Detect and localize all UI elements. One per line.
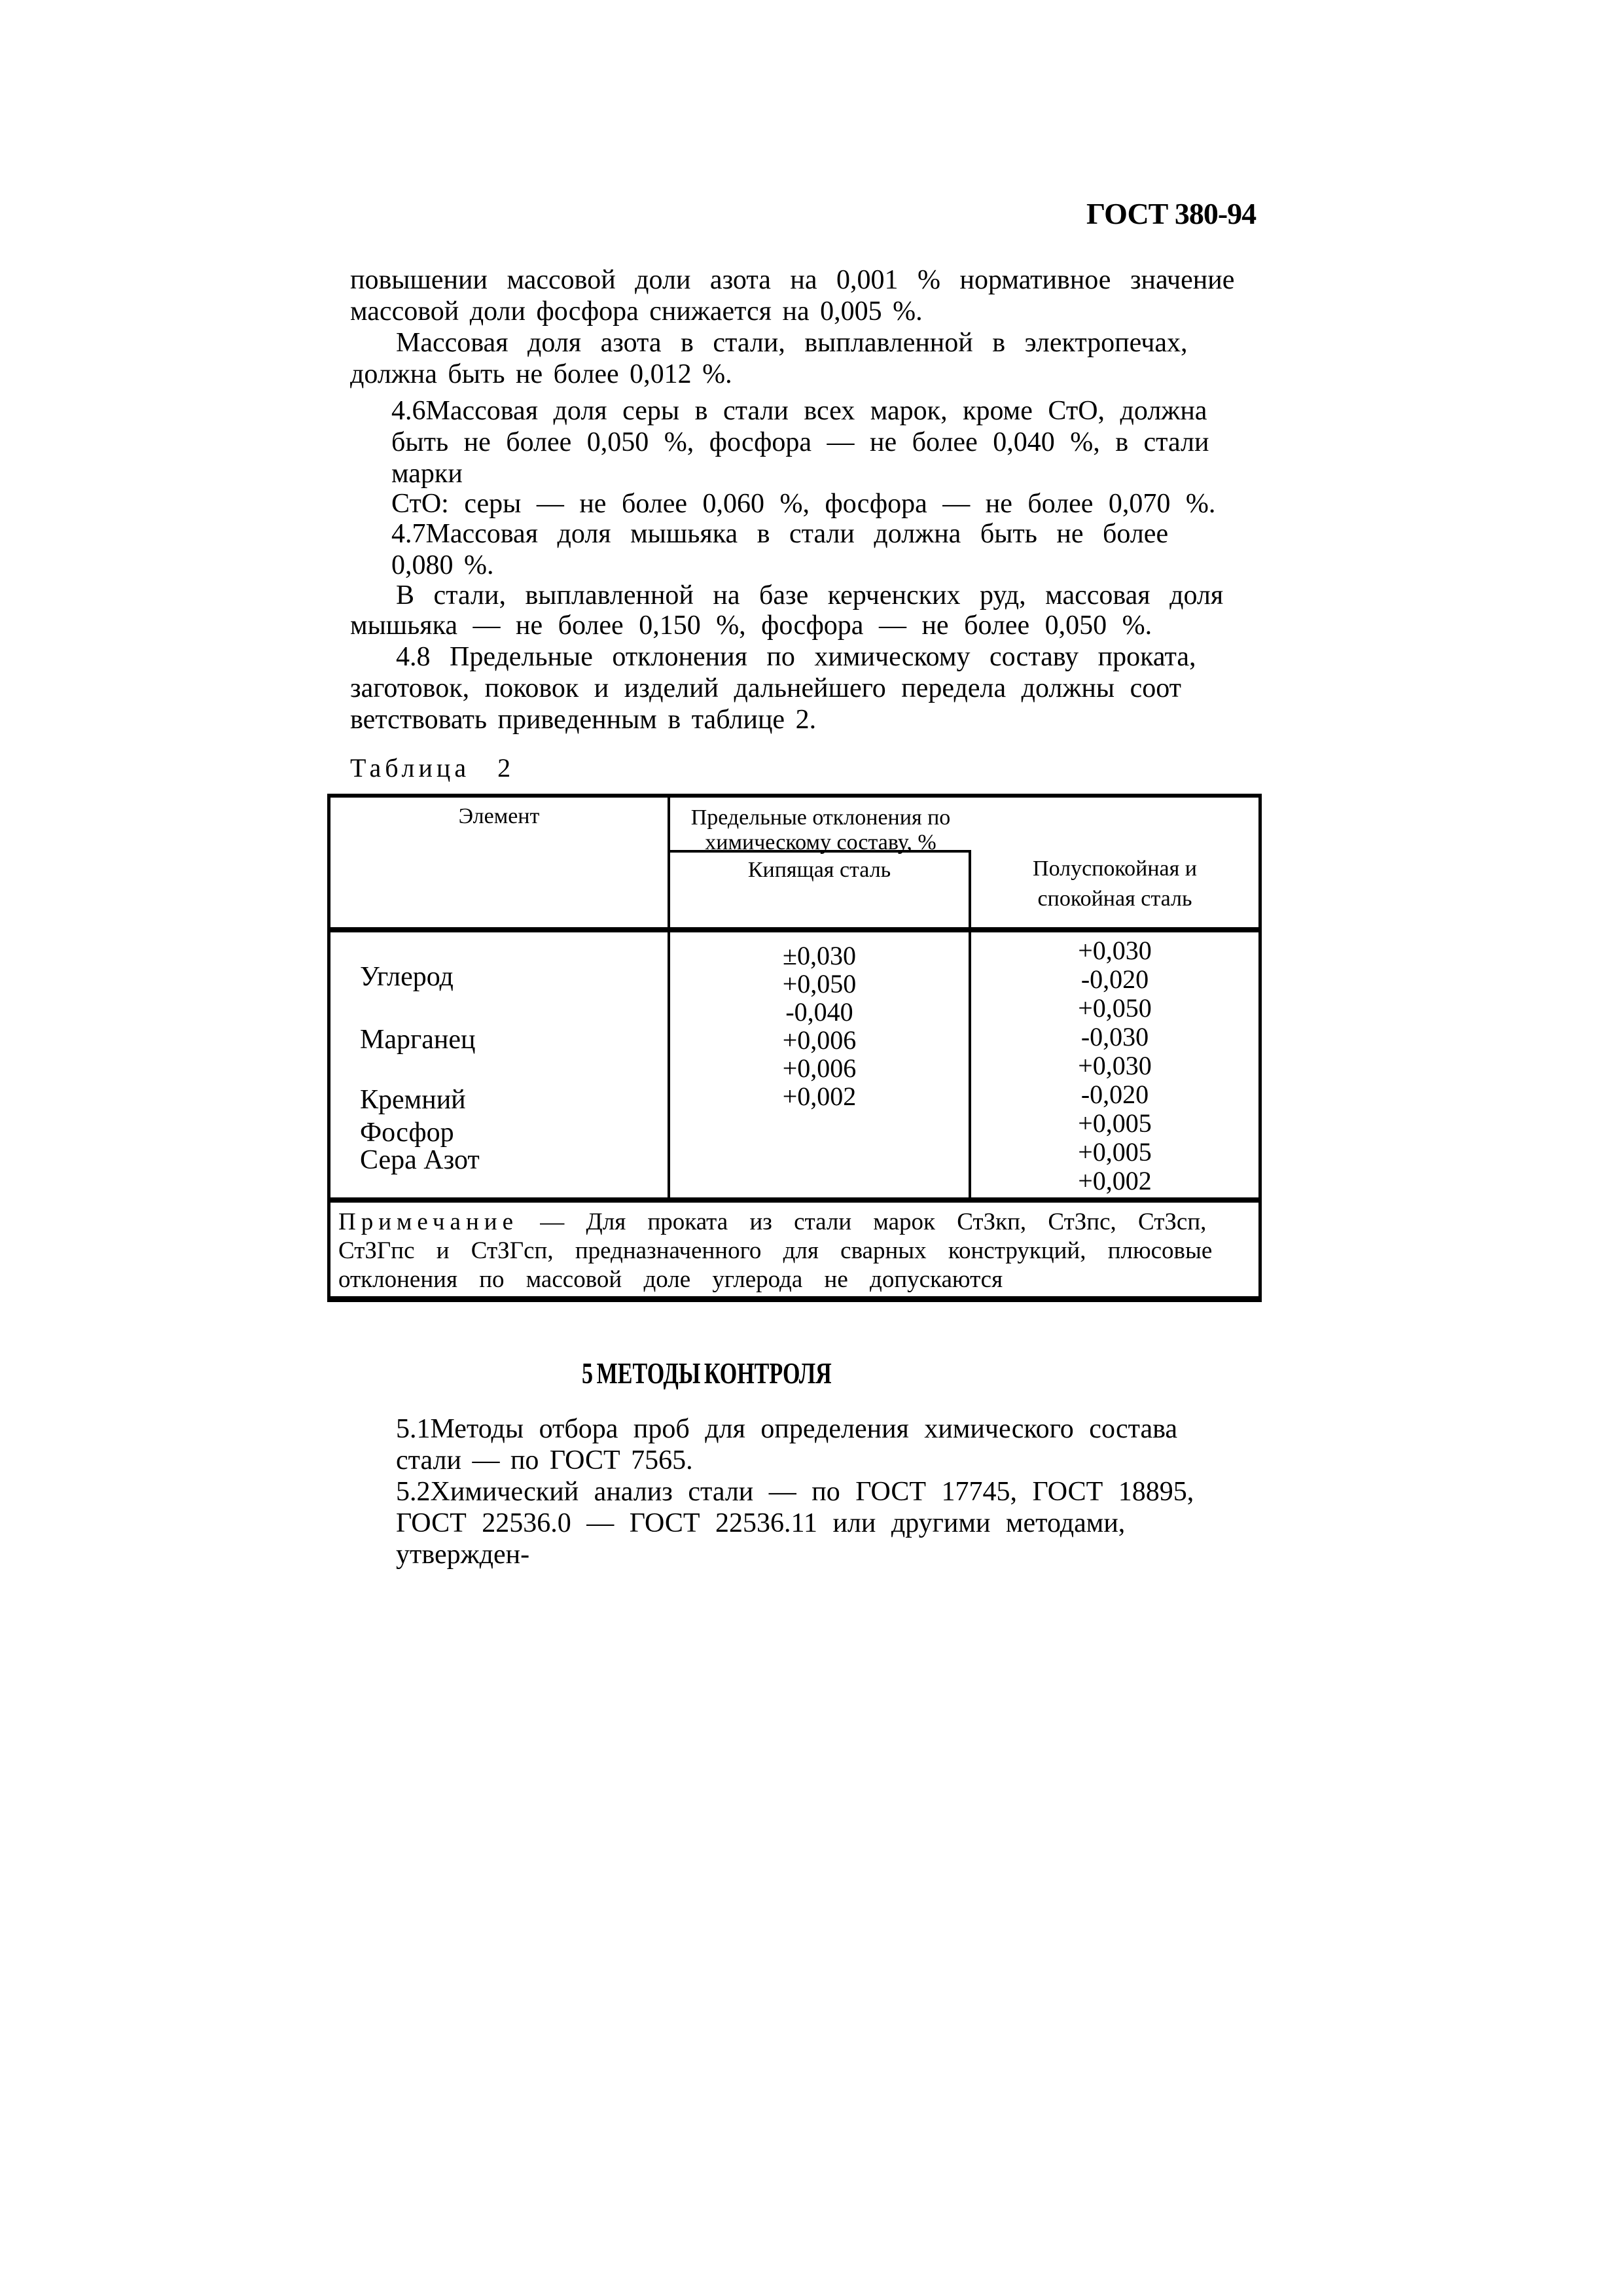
table-semicalm-values-cell (971, 927, 1258, 1197)
table-header-semicalm-steel: Полуспокойная и спокойная сталь (1033, 857, 1197, 911)
body-line-clause-4-6: 4.6Массовая доля серы в стали всех марок, кроме СтО, должна (391, 396, 1207, 426)
body-line: заготовок, поковок и изделий дальнейшего передела должны соот (350, 673, 1182, 703)
table-note-line: СтЗГпс и СтЗГсп, предназначенного для сварных конструкций, плюсовые (338, 1237, 1213, 1264)
table-header-element: Элемент (330, 798, 670, 927)
table-value: +0,002 (1078, 1166, 1152, 1195)
table-value: ±0,030 (783, 941, 856, 970)
table-element-name: Кремний (360, 1085, 466, 1115)
table-value: +0,002 (782, 1082, 857, 1111)
standard-number-header: ГОСТ 380-94 (1086, 197, 1257, 230)
table-header-deviations: Предельные отклонения по химическому составу, % (670, 798, 971, 853)
body-line: должна быть не более 0,012 %. (350, 359, 732, 389)
table-value: +0,050 (1078, 993, 1152, 1023)
body-line-clause-4-7: 4.7Массовая доля мышьяка в стали должна быть не более (391, 519, 1169, 549)
table-value: +0,005 (1078, 1108, 1152, 1138)
table-element-name: Углерод (360, 962, 454, 992)
body-line: стали — по ГОСТ 7565. (396, 1445, 693, 1475)
table-boiling-values-cell (670, 927, 971, 1197)
table-element-name: Сера Азот (360, 1145, 480, 1175)
table-element-name: Марганец (360, 1025, 476, 1055)
table-value: -0,020 (1080, 1080, 1149, 1109)
table-value: -0,040 (785, 997, 853, 1027)
table-value: +0,005 (1078, 1137, 1152, 1167)
body-line: марки (391, 459, 463, 489)
table-header-boiling-steel: Кипящая сталь (670, 853, 971, 927)
body-line: массовой доли фосфора снижается на 0,005 %. (350, 296, 923, 327)
table-value: -0,030 (1080, 1022, 1149, 1051)
table-note-text: — Для проката из стали марок СтЗкп, СтЗпс, СтЗсп, (540, 1209, 1207, 1235)
body-line: ГОСТ 22536.0 — ГОСТ 22536.11 или другими методами, (396, 1508, 1126, 1538)
body-line: ветствовать приведенным в таблице 2. (350, 705, 817, 735)
body-line: 0,080 %. (391, 550, 494, 580)
section-5-heading-wrap (445, 1356, 969, 1390)
table-note-line: отклонения по массовой доле углерода не допускаются (338, 1266, 1003, 1293)
table-value: +0,006 (782, 1025, 857, 1055)
body-line: утвержден- (396, 1540, 530, 1570)
table-value: +0,050 (782, 969, 857, 998)
table-note (330, 1197, 1258, 1296)
table-label: Таблица 2 (350, 753, 515, 783)
body-line: Массовая доля азота в стали, выплавленной в электропечах, (396, 328, 1188, 358)
table-note-term: Примечание (338, 1209, 518, 1235)
body-line: повышении массовой доли азота на 0,001 % нормативное значение (350, 265, 1235, 295)
table-element-name: Фосфор (360, 1118, 454, 1148)
table-2 (327, 794, 1262, 1302)
table-value: +0,006 (782, 1053, 857, 1083)
body-line: СтО: серы — не более 0,060 %, фосфора — не более 0,070 %. (391, 489, 1216, 519)
body-line: мышьяка — не более 0,150 %, фосфора — не более 0,050 %. (350, 610, 1152, 641)
section-5-heading: 5 МЕТОДЫ КОНТРОЛЯ (582, 1356, 832, 1390)
body-line-clause-5-1: 5.1Методы отбора проб для определения химического состава (396, 1414, 1178, 1444)
table-value: +0,030 (1078, 1051, 1152, 1080)
body-line: быть не более 0,050 %, фосфора — не более 0,040 %, в стали (391, 427, 1209, 457)
body-line-clause-5-2: 5.2Химический анализ стали — по ГОСТ 17745, ГОСТ 18895, (396, 1477, 1194, 1507)
table-elements-cell (330, 927, 670, 1197)
body-line: В стали, выплавленной на базе керченских руд, массовая доля (396, 580, 1224, 610)
table-note-line (338, 1208, 1251, 1237)
table-value: +0,030 (1078, 936, 1152, 965)
body-line-clause-4-8: 4.8 Предельные отклонения по химическому составу проката, (396, 642, 1196, 672)
table-value: -0,020 (1080, 964, 1149, 994)
